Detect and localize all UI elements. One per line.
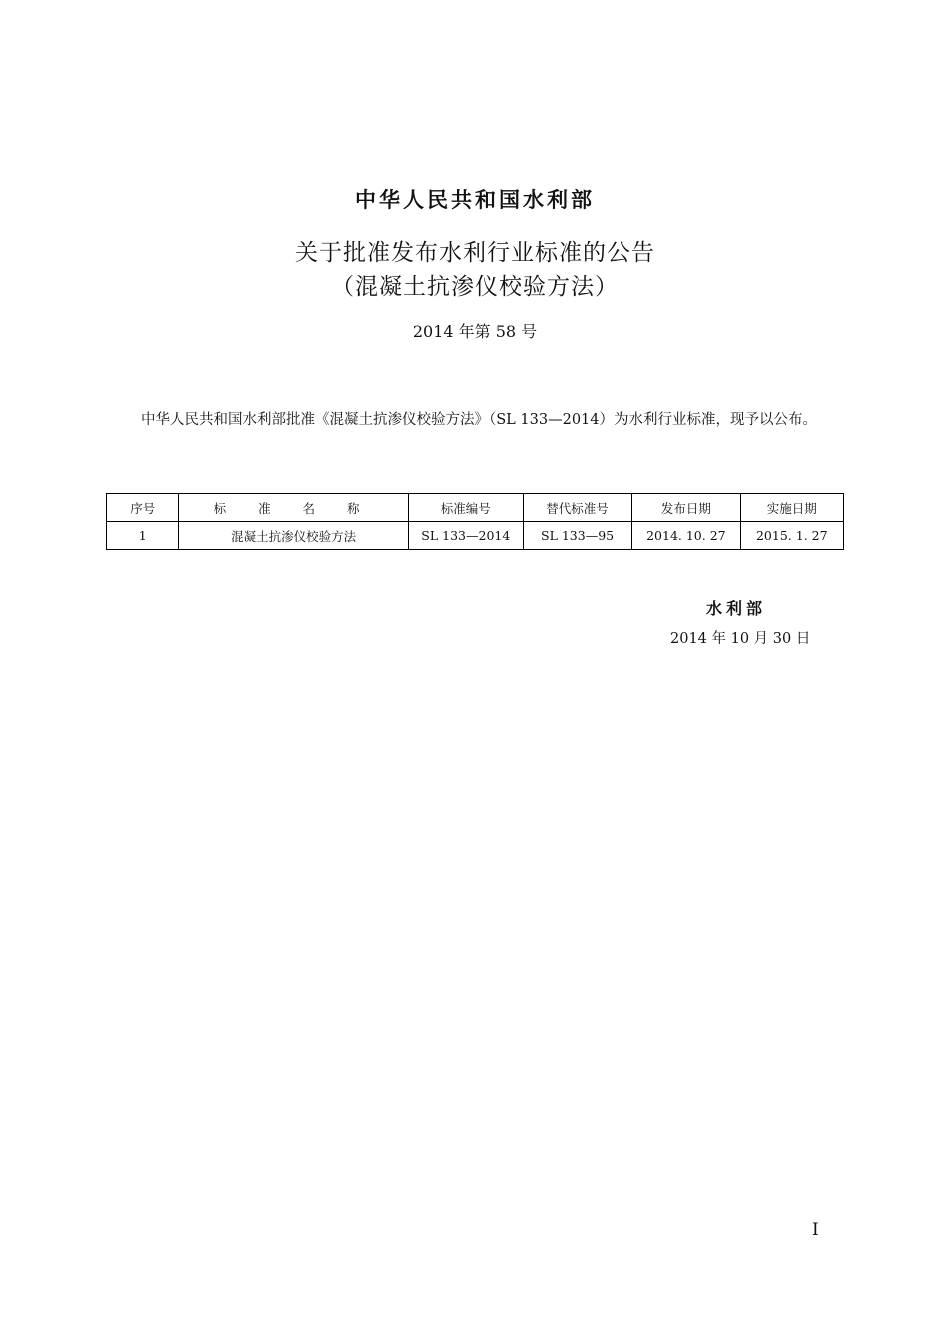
col-header-code: 标准编号 [408, 494, 523, 522]
issuer: 中华人民共和国水利部 [355, 188, 595, 212]
announcement-number: 2014 年第 58 号 [412, 322, 538, 341]
cell-seq: 1 [107, 522, 179, 550]
page-number: I [812, 1220, 819, 1240]
standards-table [106, 493, 844, 550]
col-header-seq: 序号 [107, 494, 179, 522]
cell-effective-date: 2015. 1. 27 [740, 522, 843, 550]
announcement-subtitle: （混凝土抗渗仪校验方法） [331, 274, 619, 300]
col-header-name: 标 准 名 称 [179, 494, 408, 522]
signature-org: 水利部 [706, 599, 767, 618]
announcement-title: 关于批准发布水利行业标准的公告 [295, 240, 655, 266]
cell-code: SL 133—2014 [408, 522, 523, 550]
body-paragraph: 中华人民共和国水利部批准《混凝土抗渗仪校验方法》（SL 133—2014）为水利行业标准，现予以公布。 [141, 411, 817, 428]
signature-date: 2014 年 10 月 30 日 [670, 631, 811, 647]
cell-name: 混凝土抗渗仪校验方法 [179, 522, 408, 550]
col-header-publish-date: 发布日期 [632, 494, 740, 522]
col-header-replaced: 替代标准号 [523, 494, 631, 522]
cell-replaced: SL 133—95 [523, 522, 631, 550]
cell-publish-date: 2014. 10. 27 [632, 522, 740, 550]
col-header-effective-date: 实施日期 [740, 494, 843, 522]
table-header-row [107, 494, 844, 522]
table-row [107, 522, 844, 550]
